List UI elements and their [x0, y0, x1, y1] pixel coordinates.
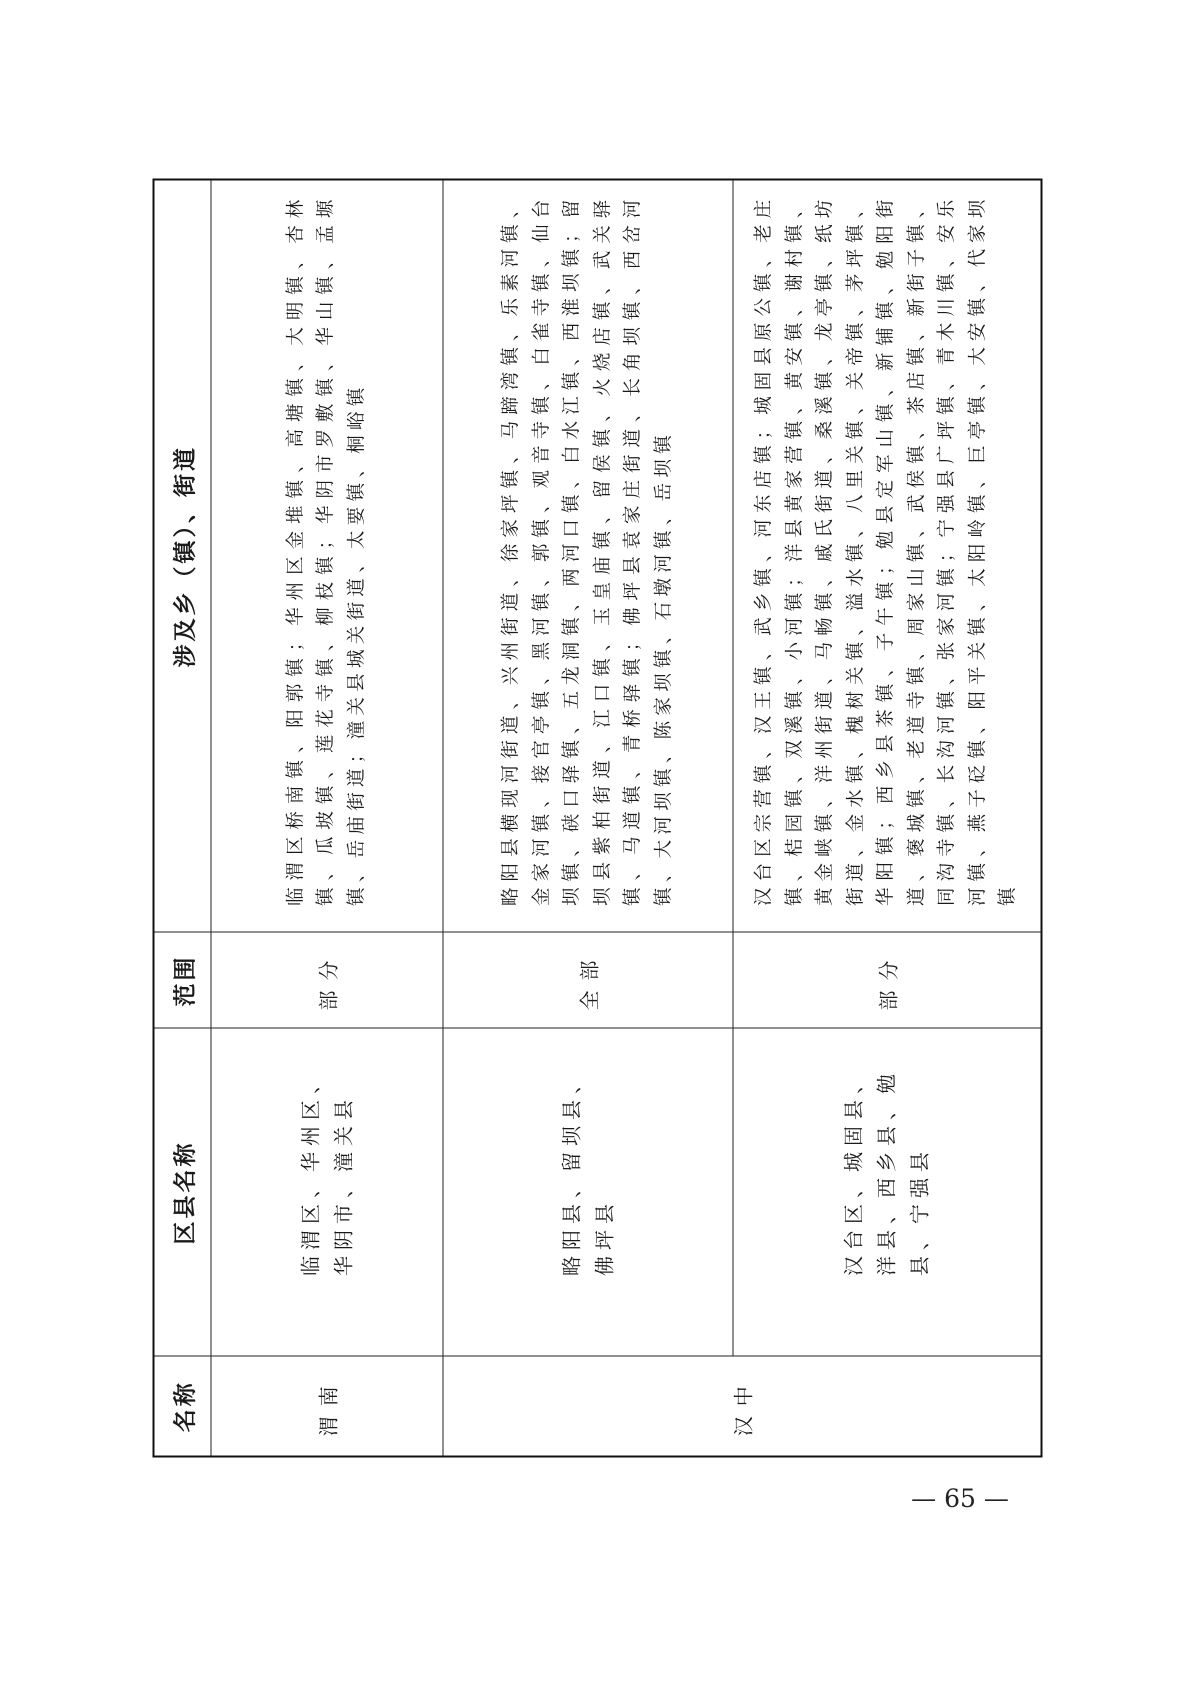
header-row [153, 179, 211, 1456]
table-row [443, 179, 733, 1456]
header-name: 名称 [153, 1356, 211, 1456]
region-table [152, 178, 1042, 1457]
row-towns-cell: 汉台区宗营镇、汉王镇、武乡镇、河东店镇；城固县原公镇、老庄镇、桔园镇、双溪镇、小河镇；洋县黄家营镇、黄安镇、谢村镇、黄金峡镇、洋州街道、马畅镇、戚氏街道、桑溪镇、龙亭镇、纸坊街道、金水镇、槐树关镇、溢水镇、八里关镇、关帝镇、茅坪镇、华阳镇；西乡县茶镇、子午镇；勉县定军山镇、新铺镇、勉阳街道、褒城镇、老道寺镇、周家山镇、武侯镇、茶店镇、新街子镇、同沟寺镇、长沟河镇、张家河镇；宁强县广坪镇、青木川镇、安乐河镇、燕子砭镇、阳平关镇、太阳岭镇、巨亭镇、大安镇、代家坝镇 [733, 179, 1041, 932]
page-number: — 65 — [911, 1484, 1009, 1513]
row-county-cell: 汉台区、城固县、洋县、西乡县、勉县、宁强县 [733, 1028, 1041, 1356]
row-name-cell: 渭南 [211, 1356, 443, 1456]
row-towns-cell: 略阳县横现河街道、兴州街道、徐家坪镇、马蹄湾镇、乐素河镇、金家河镇、接官亭镇、黑河镇、郭镇、观音寺镇、白雀寺镇、仙台坝镇、硖口驿镇、五龙洞镇、两河口镇、白水江镇、西淮坝镇；留坝县紫柏街道、江口镇、玉皇庙镇、留侯镇、火烧店镇、武关驿镇、马道镇、青桥驿镇；佛坪县袁家庄街道、长角坝镇、西岔河镇、大河坝镇、陈家坝镇、石墩河镇、岳坝镇 [443, 179, 733, 932]
rotated-table-wrapper [152, 180, 1038, 1457]
row-scope-cell: 全部 [443, 932, 733, 1028]
header-towns: 涉及乡（镇）、街道 [153, 179, 211, 932]
table-row [211, 179, 443, 1456]
row-scope-cell: 部分 [211, 932, 443, 1028]
header-scope: 范围 [153, 932, 211, 1028]
row-scope-cell: 部分 [733, 932, 1041, 1028]
row-county-cell: 略阳县、留坝县、佛坪县 [443, 1028, 733, 1356]
row-county-cell: 临渭区、华州区、华阴市、潼关县 [211, 1028, 443, 1356]
header-county: 区县名称 [153, 1028, 211, 1356]
row-towns-cell: 临渭区桥南镇、阳郭镇；华州区金堆镇、高塘镇、大明镇、杏林镇、瓜坡镇、莲花寺镇、柳枝镇；华阴市罗敷镇、华山镇、孟塬镇、岳庙街道；潼关县城关街道、太要镇、桐峪镇 [211, 179, 443, 932]
row-name-cell: 汉中 [443, 1356, 1041, 1456]
table-row [733, 179, 1041, 1456]
